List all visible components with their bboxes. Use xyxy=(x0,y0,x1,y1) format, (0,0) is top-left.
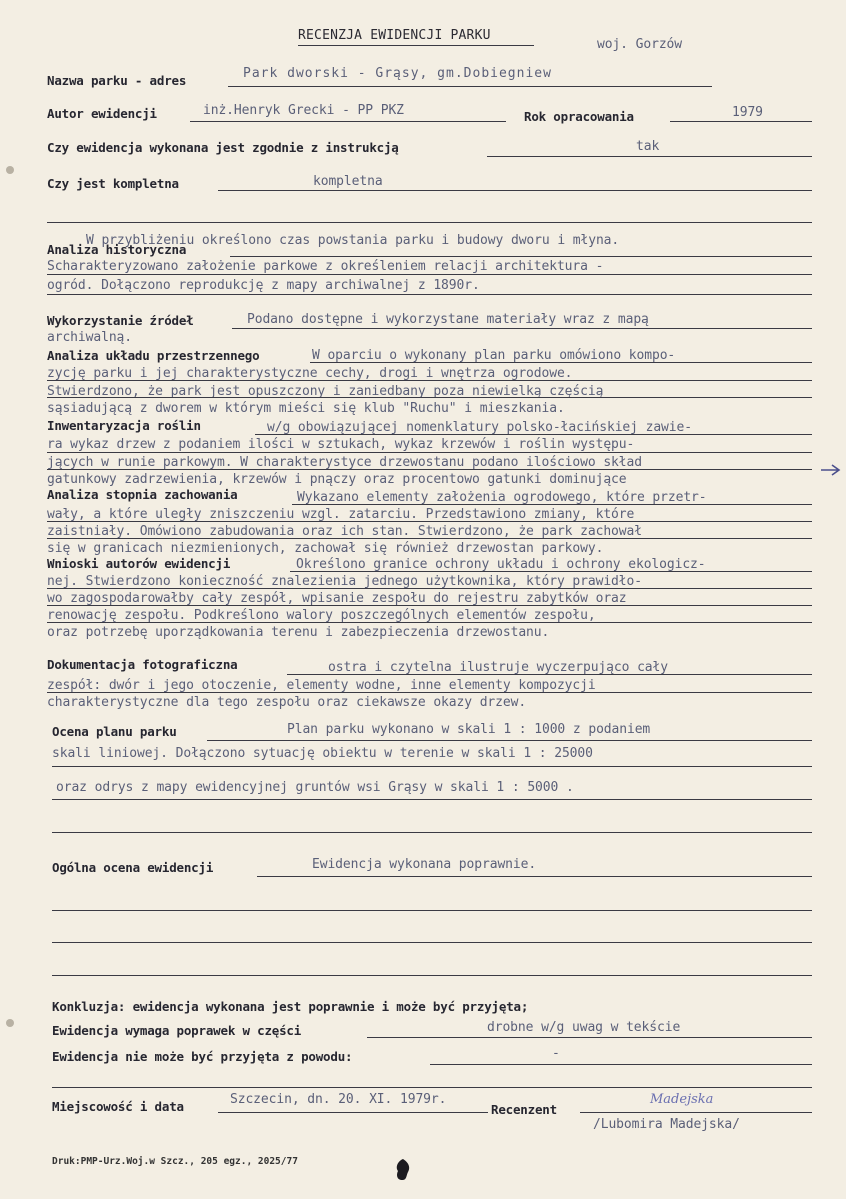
binder-hole xyxy=(6,1019,14,1027)
conclusions-line-3: wo zagospodarowałby cały zespół, wpisanie zespołu do rejestru zabytków oraz xyxy=(47,591,627,606)
photos-line-1: ostra i czytelna ilustruje wyczerpująco cały xyxy=(328,660,668,675)
preservation-line-2: wały, a które uległy zniszczeniu wzgl. zatarciu. Przedstawiono zmiany, które xyxy=(47,507,635,522)
year-value: 1979 xyxy=(732,105,763,120)
title-underline xyxy=(298,45,534,46)
separator-line xyxy=(47,222,812,223)
year-label: Rok opracowania xyxy=(524,109,634,124)
conclusions-rule-2 xyxy=(47,588,812,589)
general-rule-4 xyxy=(52,975,812,976)
plan-line-2: skali liniowej. Dołączono sytuację obiektu w terenie w skali 1 : 25000 xyxy=(52,746,593,761)
general-line-1: Ewidencja wykonana poprawnie. xyxy=(312,857,537,872)
binder-hole xyxy=(6,166,14,174)
plants-rule-3 xyxy=(47,469,812,470)
general-label: Ogólna ocena ewidencji xyxy=(52,860,214,875)
plan-rule-2 xyxy=(52,766,812,767)
reviewer-label: Recenzent xyxy=(491,1102,557,1117)
spatial-line-1: W oparciu o wykonany plan parku omówiono kompo- xyxy=(312,348,676,363)
spatial-line-2: zycję parku i jej charakterystyczne cechy, drogi i wnętrza ogrodowe. xyxy=(47,366,573,381)
preservation-rule-2 xyxy=(47,521,812,522)
historical-rule-3 xyxy=(47,294,812,295)
spatial-label: Analiza układu przestrzennego xyxy=(47,348,260,363)
conclusions-rule-4 xyxy=(47,622,812,623)
photos-rule-1 xyxy=(287,674,812,675)
conclusion-rule xyxy=(52,1087,812,1088)
plan-rule-4 xyxy=(52,832,812,833)
ink-blot-icon xyxy=(394,1158,412,1182)
photos-label: Dokumentacja fotograficzna xyxy=(47,657,238,672)
plants-rule-1 xyxy=(255,434,812,435)
arrow-icon xyxy=(820,462,842,478)
preservation-rule-1 xyxy=(292,504,812,505)
place-date-label: Miejscowość i data xyxy=(52,1099,184,1114)
historical-rule-2 xyxy=(47,274,812,275)
plants-line-3: jących w runie parkowym. W charakterystyce drzewostanu podano ilościowo skład xyxy=(47,455,642,470)
corrections-value: drobne w/g uwag w tekście xyxy=(487,1020,681,1035)
complete-value: kompletna xyxy=(313,174,383,189)
preservation-line-3: zaistniały. Omówiono zabudowania oraz ich stan. Stwierdzono, że park zachował xyxy=(47,524,642,539)
conclusions-label: Wnioski autorów ewidencji xyxy=(47,556,231,571)
corrections-rule xyxy=(367,1037,812,1038)
sources-label: Wykorzystanie źródeł xyxy=(47,313,194,328)
spatial-rule-3 xyxy=(47,397,812,398)
spatial-rule-2 xyxy=(47,380,812,381)
reviewer-rule xyxy=(580,1112,812,1113)
plan-rule-1 xyxy=(207,740,812,741)
sources-line-1: Podano dostępne i wykorzystane materiały wraz z mapą xyxy=(247,312,649,327)
compliant-line xyxy=(487,156,812,157)
preservation-rule-3 xyxy=(47,538,812,539)
spatial-line-4: sąsiadującą z dworem w którym mieści się klub "Ruchu" i mieszkania. xyxy=(47,401,565,416)
place-date-value: Szczecin, dn. 20. XI. 1979r. xyxy=(230,1092,447,1107)
reviewer-signature: Madejska xyxy=(650,1092,714,1107)
plants-label: Inwentaryzacja roślin xyxy=(47,418,201,433)
historical-line-2: Scharakteryzowano założenie parkowe z określeniem relacji architektura - xyxy=(47,259,604,274)
complete-label: Czy jest kompletna xyxy=(47,176,179,191)
plants-line-1: w/g obowiązującej nomenklatury polsko-łacińskiej zawie- xyxy=(267,420,692,435)
park-name-label: Nazwa parku - adres xyxy=(47,73,187,88)
spatial-rule-1 xyxy=(310,362,812,363)
preservation-line-1: Wykazano elementy założenia ogrodowego, które przetr- xyxy=(297,490,707,505)
historical-label: Analiza historyczna xyxy=(47,242,187,257)
preservation-line-4: się w granicach niezmienionych, zachował się również drzewostan parkowy. xyxy=(47,541,604,556)
author-line xyxy=(190,121,506,122)
place-date-rule xyxy=(218,1112,488,1113)
conclusions-rule-3 xyxy=(47,605,812,606)
year-line xyxy=(670,121,812,122)
author-value: inż.Henryk Grecki - PP PKZ xyxy=(203,103,404,118)
conclusions-line-5: oraz potrzebę uporządkowania terenu i zabezpieczenia drzewostanu. xyxy=(47,625,550,640)
conclusions-line-1: Określono granice ochrony układu i ochrony ekologicz- xyxy=(296,557,706,572)
park-name-line xyxy=(228,86,712,87)
conclusions-line-4: renowację zespołu. Podkreślono walory poszczególnych elementów zespołu, xyxy=(47,608,596,623)
historical-line-1: W przybliżeniu określono czas powstania parku i budowy dworu i młyna. xyxy=(86,233,620,248)
plan-rule-3 xyxy=(52,799,812,800)
general-rule-3 xyxy=(52,942,812,943)
voivodeship: woj. Gorzów xyxy=(597,37,682,52)
rejected-label: Ewidencja nie może być przyjęta z powodu: xyxy=(52,1049,353,1064)
conclusions-rule-1 xyxy=(290,571,812,572)
print-info: Druk:PMP-Urz.Woj.w Szcz., 205 egz., 2025/77 xyxy=(52,1156,298,1167)
sources-line-2: archiwalną. xyxy=(47,330,132,345)
historical-rule-1 xyxy=(230,256,812,257)
general-rule-1 xyxy=(257,876,812,877)
historical-line-3: ogród. Dołączono reprodukcję z mapy archiwalnej z 1890r. xyxy=(47,278,480,293)
corrections-label: Ewidencja wymaga poprawek w części xyxy=(52,1023,302,1038)
complete-line xyxy=(218,190,812,191)
plants-rule-2 xyxy=(47,452,812,453)
rejected-rule xyxy=(430,1064,812,1065)
plants-line-2: ra wykaz drzew z podaniem ilości w sztukach, wykaz krzewów i roślin występu- xyxy=(47,437,635,452)
plants-line-4: gatunkowy zadrzewienia, krzewów i pnączy oraz procentowo gatunki dominujące xyxy=(47,472,627,487)
photos-line-2: zespół: dwór i jego otoczenie, elementy wodne, inne elementy kompozycji xyxy=(47,678,596,693)
document-title: RECENZJA EWIDENCJI PARKU xyxy=(298,28,491,43)
photos-line-3: charakterystyczne dla tego zespołu oraz ciekawsze okazy drzew. xyxy=(47,695,527,710)
sources-rule-1 xyxy=(232,328,812,329)
general-rule-2 xyxy=(52,910,812,911)
conclusion-heading: Konkluzja: ewidencja wykonana jest poprawnie i może być przyjęta; xyxy=(52,999,529,1014)
compliant-label: Czy ewidencja wykonana jest zgodnie z instrukcją xyxy=(47,140,399,155)
rejected-value: - xyxy=(552,1046,560,1061)
plan-line-1: Plan parku wykonano w skali 1 : 1000 z podaniem xyxy=(287,722,651,737)
spatial-line-3: Stwierdzono, że park jest opuszczony i zaniedbany poza niewielką częścią xyxy=(47,384,604,399)
plan-label: Ocena planu parku xyxy=(52,724,177,739)
preservation-label: Analiza stopnia zachowania xyxy=(47,487,238,502)
park-name-value: Park dworski - Grąsy, gm.Dobiegniew xyxy=(243,66,552,81)
conclusions-line-2: nej. Stwierdzono konieczność znalezienia jednego użytkownika, który prawidło- xyxy=(47,574,642,589)
reviewer-name: /Lubomira Madejska/ xyxy=(593,1117,740,1132)
plan-line-3: oraz odrys z mapy ewidencyjnej gruntów wsi Grąsy w skali 1 : 5000 . xyxy=(56,780,574,795)
compliant-value: tak xyxy=(636,139,660,154)
photos-rule-2 xyxy=(47,692,812,693)
author-label: Autor ewidencji xyxy=(47,106,157,121)
